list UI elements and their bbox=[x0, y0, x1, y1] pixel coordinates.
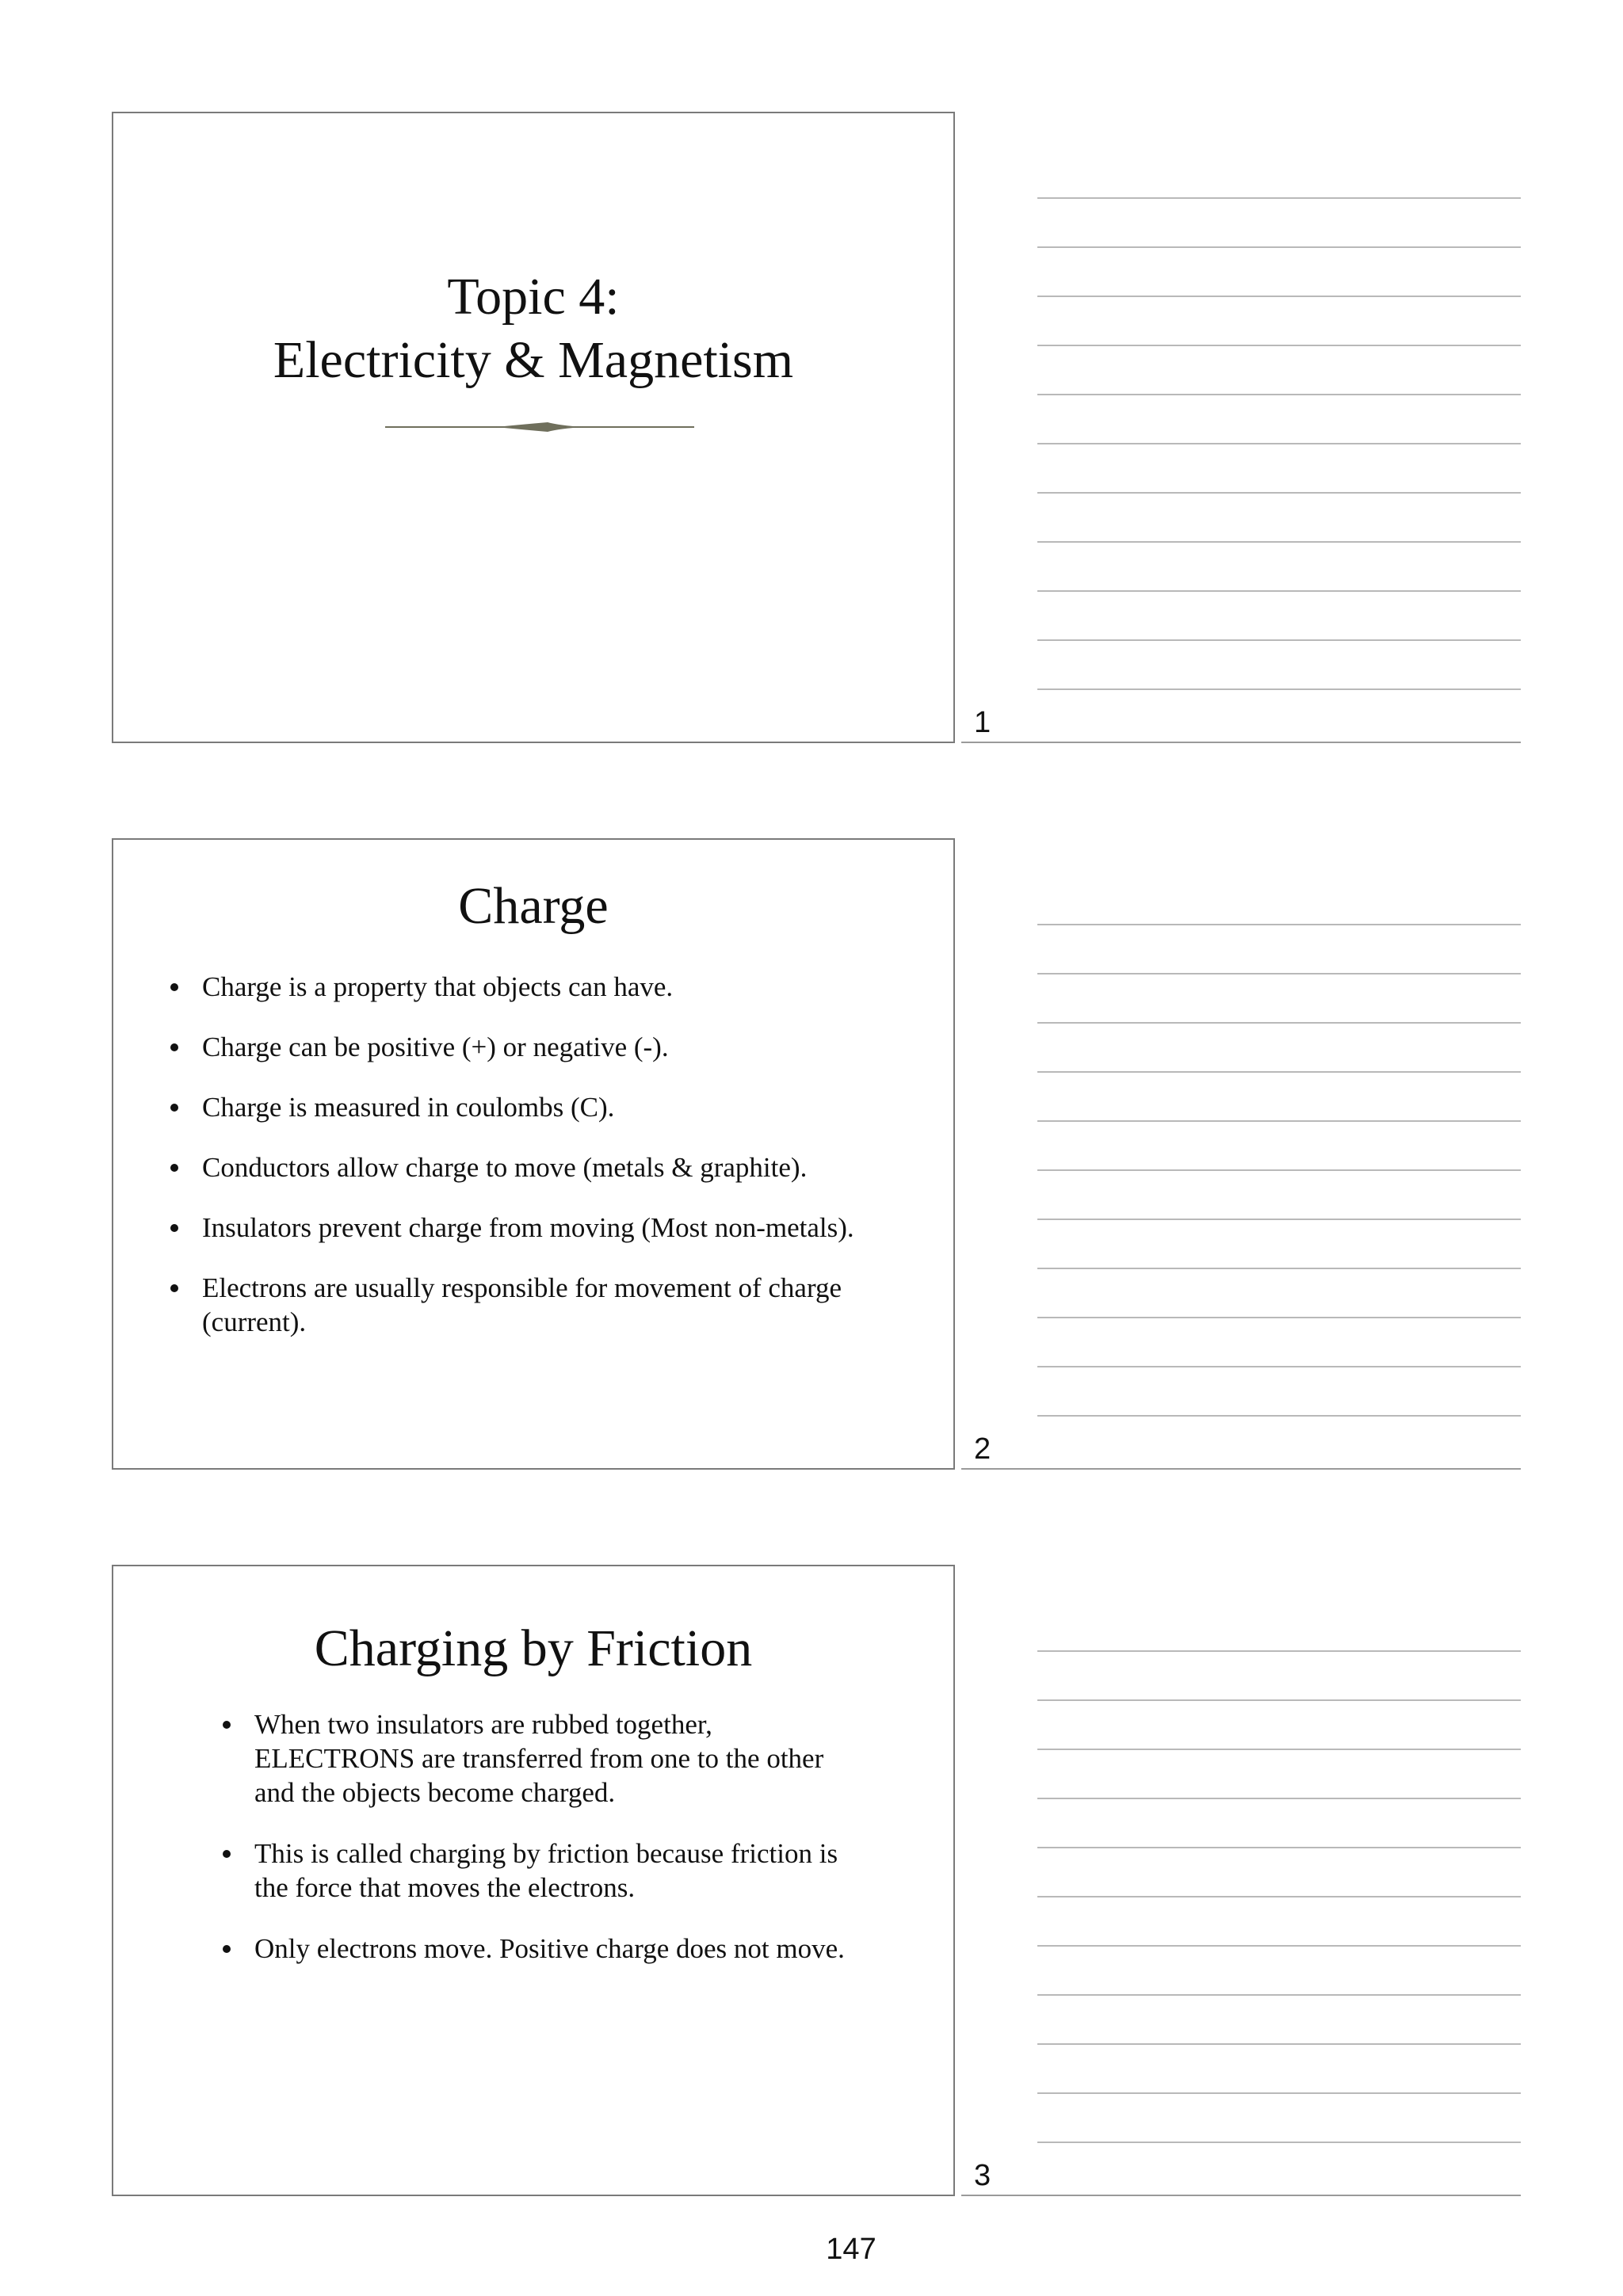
bullet-item: Charge can be positive (+) or negative (-). bbox=[166, 1030, 918, 1064]
title-ornament-divider bbox=[385, 418, 694, 437]
note-line bbox=[1037, 973, 1521, 974]
slide-number-1: 1 bbox=[974, 706, 991, 739]
slide-number-3: 3 bbox=[974, 2159, 991, 2192]
slide-2 bbox=[112, 838, 955, 1470]
slide-number-2: 2 bbox=[974, 1432, 991, 1466]
notes-area-3 bbox=[958, 1565, 1521, 2196]
notes-area-1 bbox=[958, 112, 1521, 743]
note-line bbox=[1037, 1699, 1521, 1701]
slide-3 bbox=[112, 1565, 955, 2196]
note-line bbox=[1037, 1268, 1521, 1269]
slide-3-bullet-list bbox=[218, 1707, 868, 1993]
note-baseline bbox=[961, 2195, 1521, 2196]
note-line bbox=[1037, 296, 1521, 297]
note-line bbox=[1037, 1415, 1521, 1417]
note-line bbox=[1037, 1169, 1521, 1171]
note-line bbox=[1037, 541, 1521, 543]
note-line bbox=[1037, 443, 1521, 444]
note-line bbox=[1037, 1650, 1521, 1652]
bullet-item: When two insulators are rubbed together, ELECTRONS are transferred from one to the other and the objects become charged. bbox=[218, 1707, 868, 1810]
note-line bbox=[1037, 492, 1521, 494]
note-line bbox=[1037, 1120, 1521, 1122]
note-line bbox=[1037, 394, 1521, 395]
bullet-item: Insulators prevent charge from moving (Most non-metals). bbox=[166, 1211, 918, 1245]
slide-1-title-line-1: Topic 4: bbox=[447, 268, 620, 326]
note-line bbox=[1037, 2142, 1521, 2143]
bullet-item: Only electrons move. Positive charge does not move. bbox=[218, 1932, 868, 1966]
note-line bbox=[1037, 924, 1521, 925]
page-number: 147 bbox=[826, 2233, 876, 2266]
note-line bbox=[1037, 1896, 1521, 1897]
note-line bbox=[1037, 1798, 1521, 1799]
note-line bbox=[1037, 1945, 1521, 1947]
slide-1-title-line-2: Electricity & Magnetism bbox=[273, 331, 794, 389]
bullet-item: Conductors allow charge to move (metals & graphite). bbox=[166, 1150, 918, 1184]
slide-3-title: Charging by Friction bbox=[314, 1619, 753, 1677]
slide-1-title bbox=[113, 265, 953, 392]
note-line bbox=[1037, 1994, 1521, 1996]
note-line bbox=[1037, 345, 1521, 346]
note-line bbox=[1037, 1022, 1521, 1024]
note-line bbox=[1037, 197, 1521, 199]
note-line bbox=[1037, 2043, 1521, 2045]
note-line bbox=[1037, 639, 1521, 641]
note-line bbox=[1037, 1366, 1521, 1367]
note-line bbox=[1037, 688, 1521, 690]
note-line bbox=[1037, 2092, 1521, 2094]
slide-1 bbox=[112, 112, 955, 743]
slide-2-bullet-list bbox=[166, 970, 918, 1365]
bullet-item: This is called charging by friction because friction is the force that moves the electrons. bbox=[218, 1836, 868, 1905]
notes-area-2 bbox=[958, 838, 1521, 1470]
note-line bbox=[1037, 1317, 1521, 1318]
note-line bbox=[1037, 1847, 1521, 1848]
note-line bbox=[1037, 1071, 1521, 1073]
note-line bbox=[1037, 246, 1521, 248]
note-baseline bbox=[961, 1468, 1521, 1470]
bullet-item: Electrons are usually responsible for movement of charge (current). bbox=[166, 1271, 918, 1339]
note-line bbox=[1037, 1219, 1521, 1220]
note-line bbox=[1037, 1749, 1521, 1750]
bullet-item: Charge is a property that objects can have. bbox=[166, 970, 918, 1004]
bullet-item: Charge is measured in coulombs (C). bbox=[166, 1090, 918, 1124]
note-baseline bbox=[961, 742, 1521, 743]
slide-2-title: Charge bbox=[458, 877, 609, 935]
note-line bbox=[1037, 590, 1521, 592]
